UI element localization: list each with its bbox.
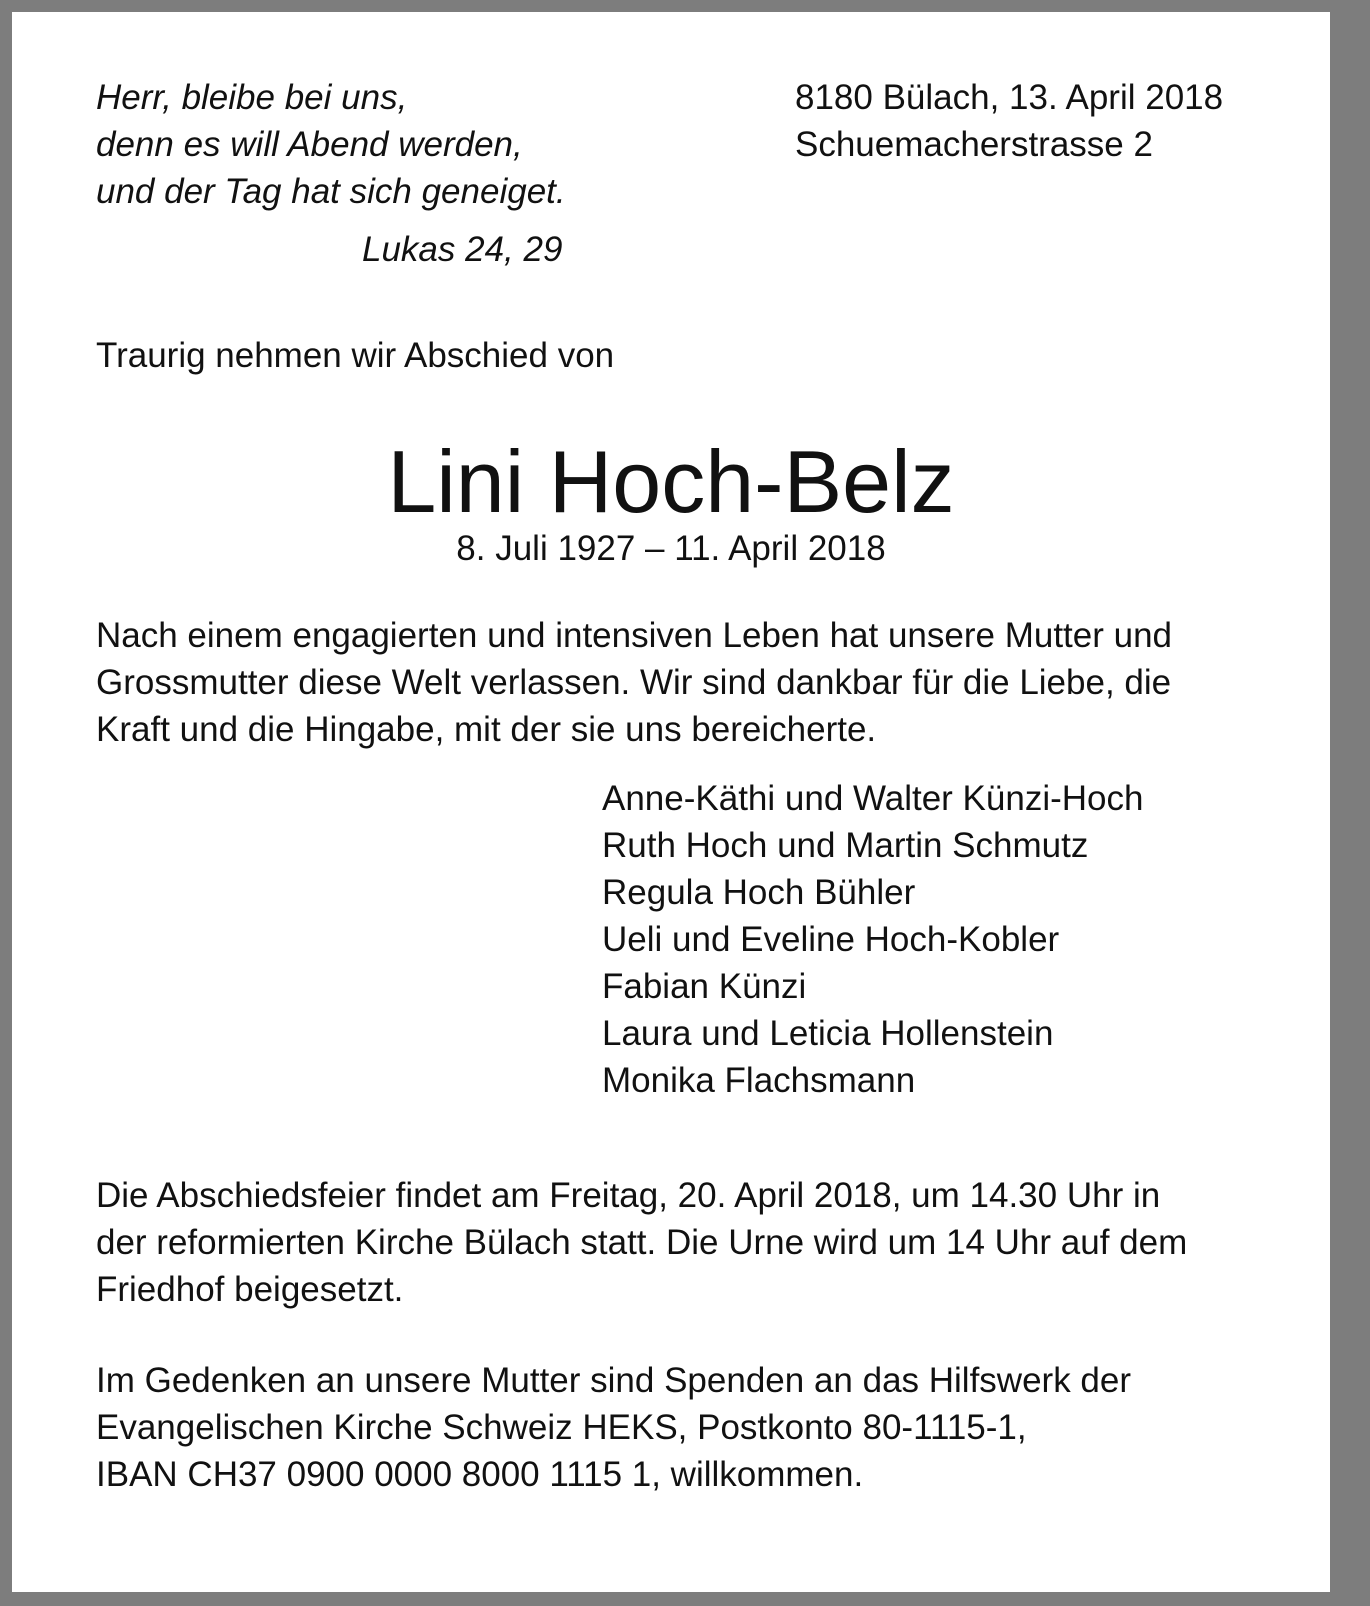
mourner-name: Anne-Käthi und Walter Künzi-Hoch — [602, 779, 1144, 818]
obituary-page — [12, 12, 1330, 1592]
mourner-name: Monika Flachsmann — [602, 1061, 916, 1100]
ceremony-paragraph — [96, 1172, 1187, 1313]
mourner-name: Laura und Leticia Hollenstein — [602, 1014, 1054, 1053]
bible-verse — [96, 74, 566, 215]
mourners-list — [602, 775, 1143, 1104]
mourner-name: Fabian Künzi — [602, 967, 807, 1006]
mourner-name: Ueli und Eveline Hoch-Kobler — [602, 920, 1060, 959]
ceremony-line: der reformierten Kirche Bülach statt. Die Urne wird um 14 Uhr auf dem — [96, 1223, 1188, 1262]
ceremony-line: Die Abschiedsfeier findet am Freitag, 20. April 2018, um 14.30 Uhr in — [96, 1176, 1161, 1215]
ceremony-line: Friedhof beigesetzt. — [96, 1270, 404, 1309]
deceased-name: Lini Hoch-Belz — [387, 432, 955, 531]
tribute-line: Nach einem engagierten und intensiven Leben hat unsere Mutter und — [96, 616, 1173, 655]
mourner-name: Ruth Hoch und Martin Schmutz — [602, 826, 1089, 865]
tribute-line: Kraft und die Hingabe, mit der sie uns bereicherte. — [96, 710, 877, 749]
place-date: 8180 Bülach, 13. April 2018 — [795, 78, 1224, 117]
address-block — [795, 74, 1223, 168]
donations-line: Im Gedenken an unsere Mutter sind Spenden an das Hilfswerk der — [96, 1361, 1132, 1400]
donations-line: Evangelischen Kirche Schweiz HEKS, Postkonto 80-1115-1, — [96, 1408, 1027, 1447]
tribute-line: Grossmutter diese Welt verlassen. Wir sind dankbar für die Liebe, die — [96, 663, 1172, 702]
donations-line: IBAN CH37 0900 0000 8000 1115 1, willkommen. — [96, 1455, 864, 1494]
verse-line: denn es will Abend werden, — [96, 125, 523, 164]
verse-line: und der Tag hat sich geneiget. — [96, 172, 566, 211]
mourner-name: Regula Hoch Bühler — [602, 873, 916, 912]
donations-paragraph — [96, 1357, 1131, 1498]
tribute-paragraph — [96, 612, 1172, 753]
life-dates: 8. Juli 1927 – 11. April 2018 — [456, 529, 886, 568]
street-address: Schuemacherstrasse 2 — [795, 125, 1153, 164]
verse-line: Herr, bleibe bei uns, — [96, 78, 408, 117]
intro-text: Traurig nehmen wir Abschied von — [96, 336, 615, 375]
verse-reference: Lukas 24, 29 — [362, 230, 563, 269]
